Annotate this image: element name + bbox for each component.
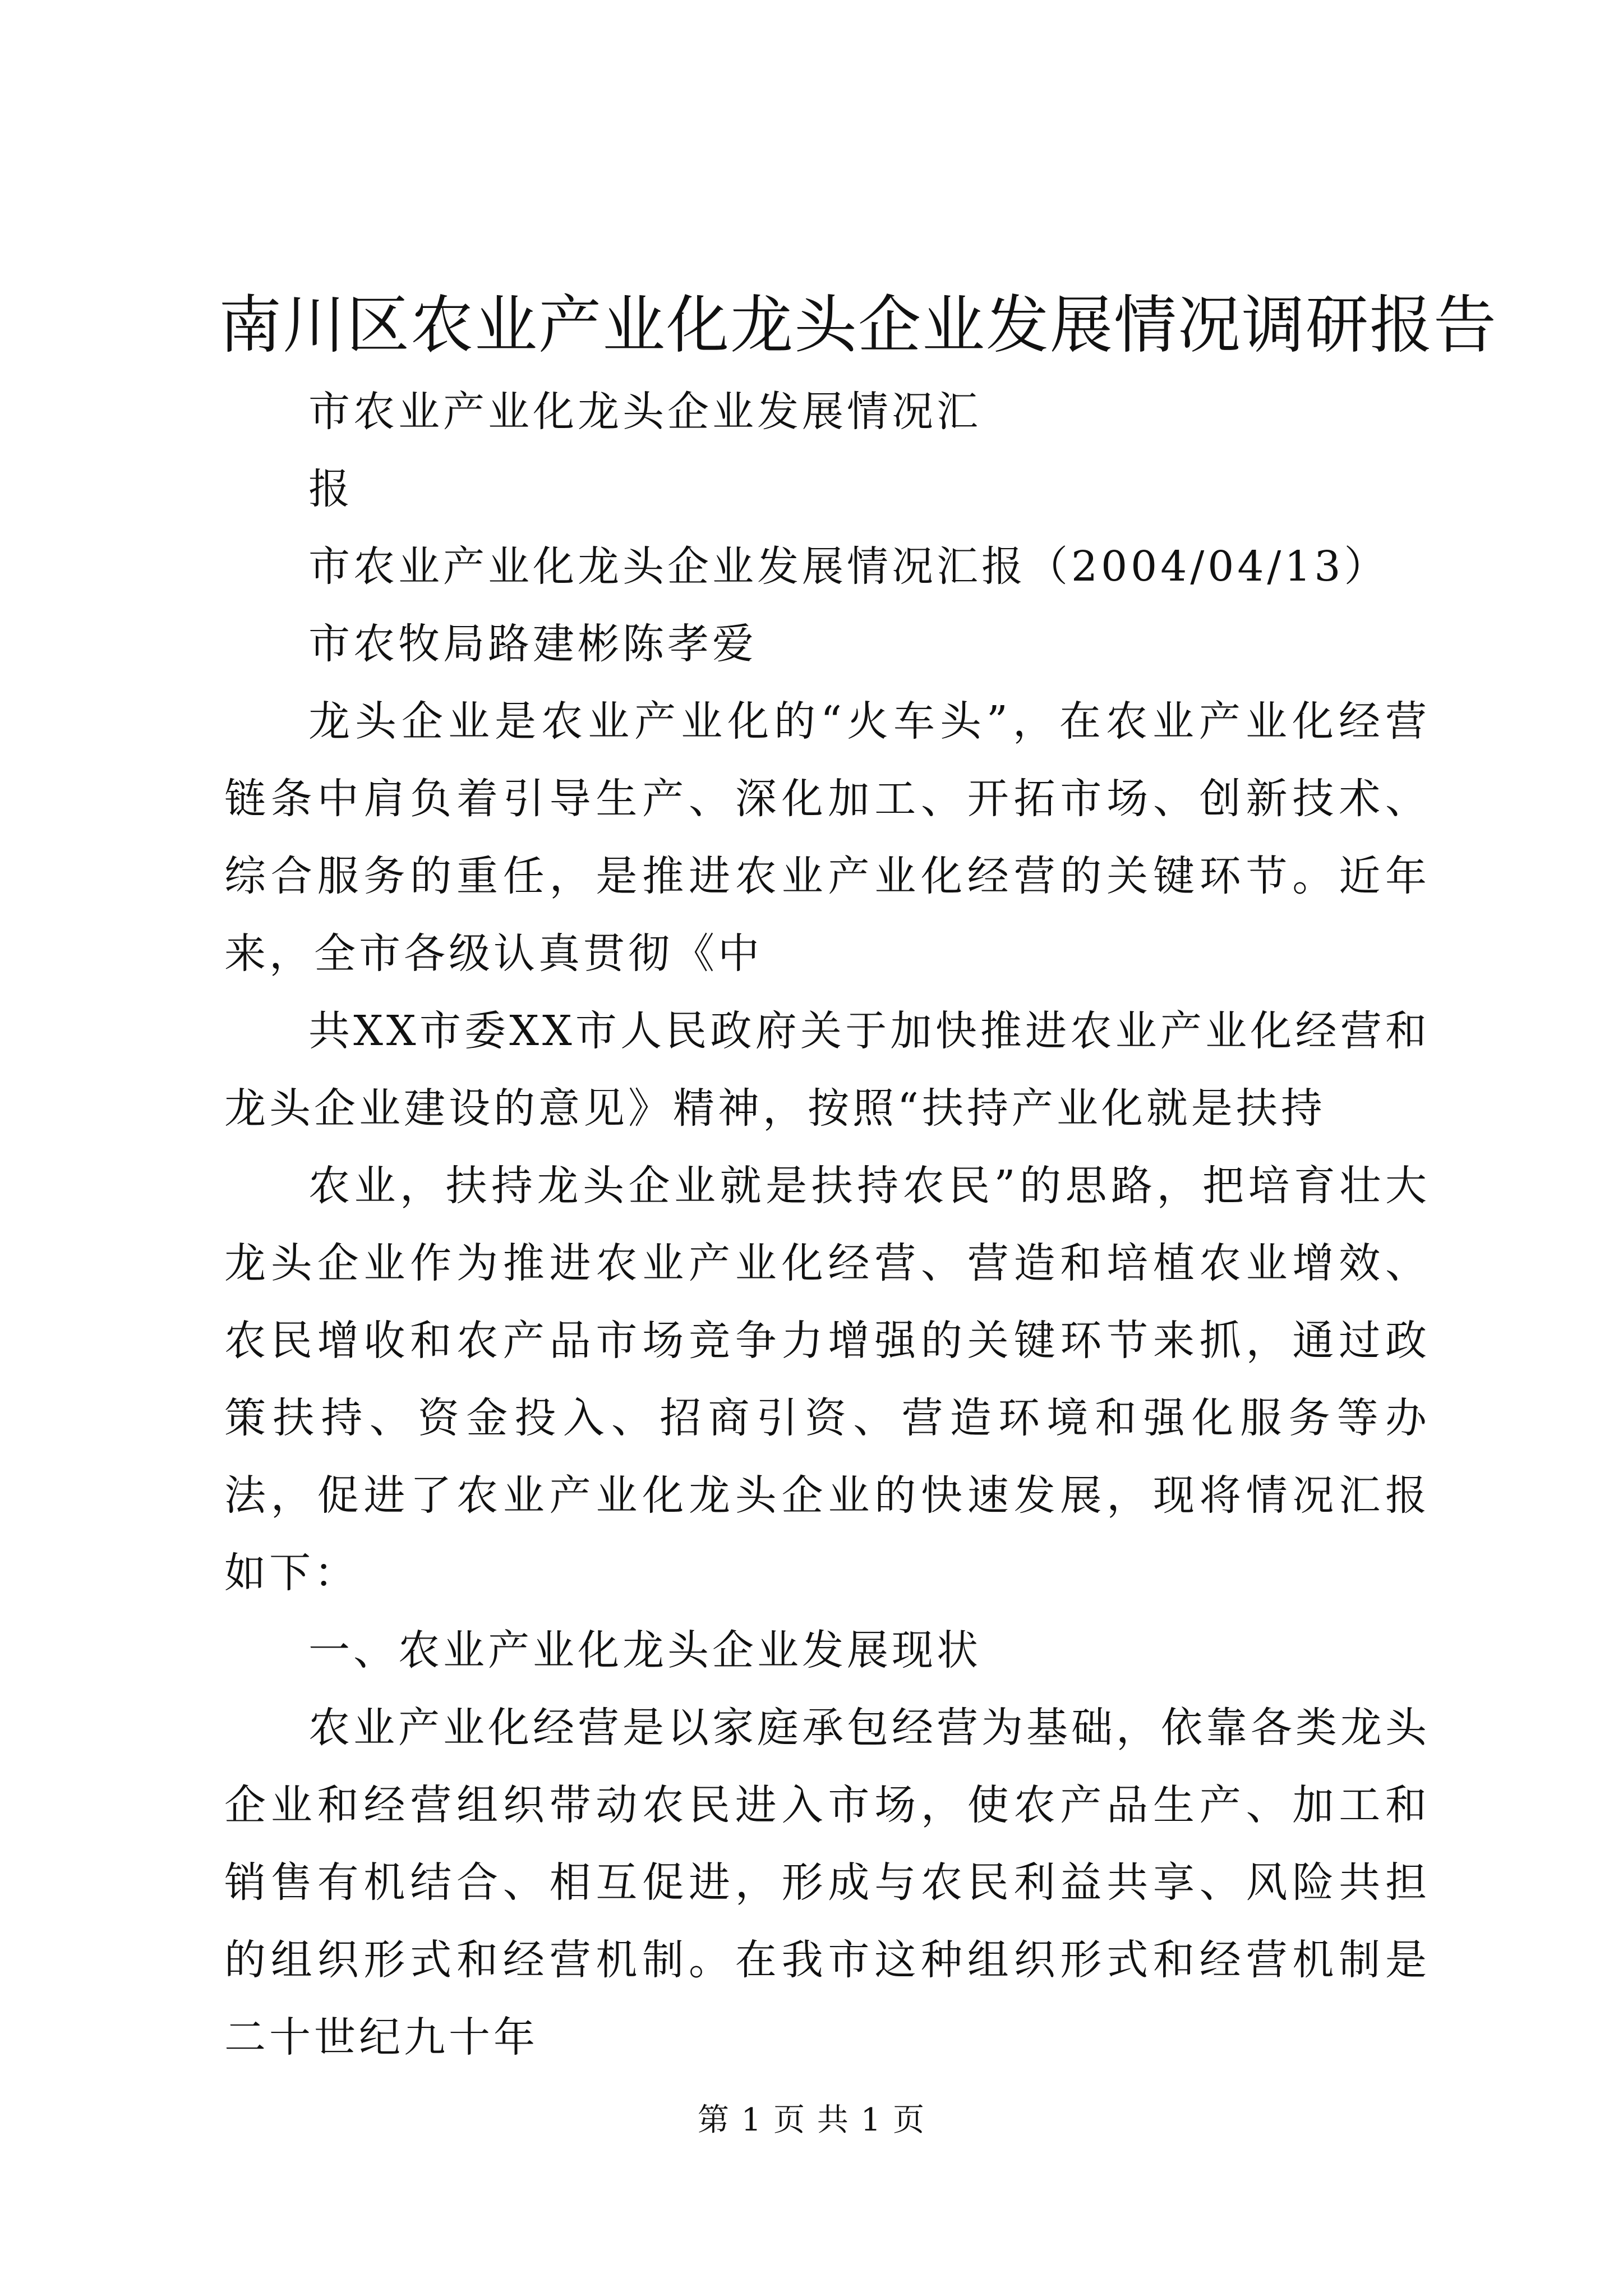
- paragraph: 市农业产业化龙头企业发展情况汇报（2004/04/13）: [308, 542, 1389, 591]
- paragraph: 市农业产业化龙头企业发展情况汇: [308, 388, 981, 436]
- page-number-footer: 第 1 页 共 1 页: [697, 2102, 926, 2138]
- paragraph: 市农牧局路建彬陈孝爱: [308, 620, 757, 668]
- document-body: [224, 373, 1430, 2076]
- document-title: 南川区农业产业化龙头企业发展情况调研报告: [219, 289, 1497, 362]
- paragraph: 农业产业化经营是以家庭承包经营为基础，依靠各类龙头企业和经营组织带动农民进入市场，使农产品生产、加工和销售有机结合、相互促进，形成与农民利益共享、风险共担的组织形式和经营机制。在我市这种组织形式和经营机制是二十世纪九十年: [224, 1704, 1430, 2062]
- section-heading: 一、农业产业化龙头企业发展现状: [308, 1626, 981, 1674]
- paragraph: 共XX市委XX市人民政府关于加快推进农业产业化经营和龙头企业建设的意见》精神，按照“扶持产业化就是扶持: [224, 1007, 1430, 1133]
- paragraph: 农业，扶持龙头企业就是扶持农民”的思路，把培育壮大龙头企业作为推进农业产业化经营、营造和培植农业增效、农民增收和农产品市场竞争力增强的关键环节来抓，通过政策扶持、资金投入、招商引资、营造环境和强化服务等办法，促进了农业产业化龙头企业的快速发展，现将情况汇报如下：: [224, 1162, 1430, 1597]
- paragraph: 报: [308, 465, 353, 513]
- paragraph: 龙头企业是农业产业化的“火车头”，在农业产业化经营链条中肩负着引导生产、深化加工、开拓市场、创新技术、综合服务的重任，是推进农业产业化经营的关键环节。近年来，全市各级认真贯彻《中: [224, 697, 1430, 978]
